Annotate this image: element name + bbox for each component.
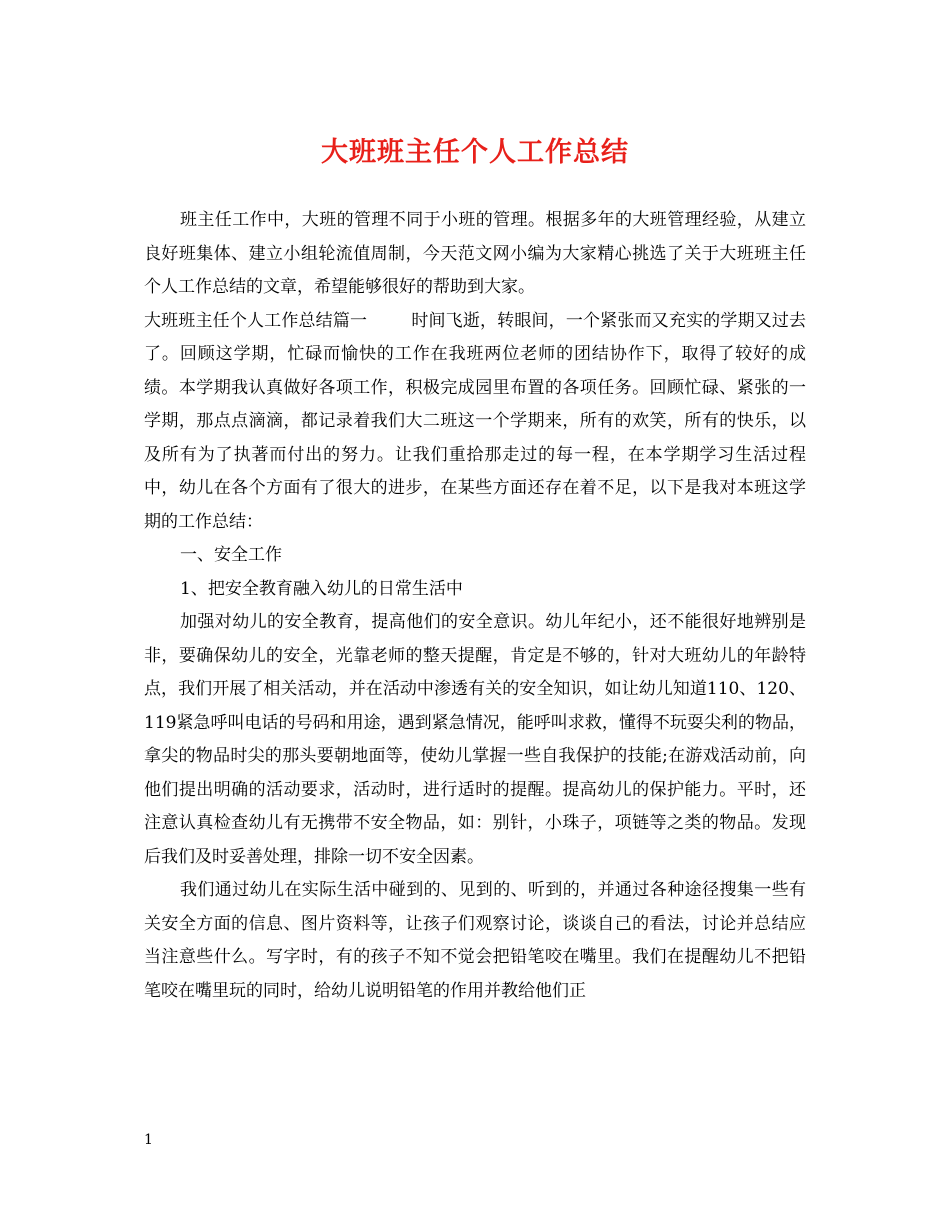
safety-paragraph-1: 加强对幼儿的安全教育，提高他们的安全意识。幼儿年纪小，还不能很好地辨别是非，要确保幼儿的安全，光靠老师的整天提醒，肯定是不够的，针对大班幼儿的年龄特点，我们开展了相关活动，并在活动中渗透有关的安全知识，如让幼儿知道110、120、119紧急呼叫电话的号码和用途，遇到紧急情况，能呼叫求救，懂得不玩耍尖利的物品，拿尖的物品时尖的那头要朝地面等，使幼儿掌握一些自我保护的技能;在游戏活动前，向他们提出明确的活动要求，活动时，进行适时的提醒。提高幼儿的保护能力。平时，还注意认真检查幼儿有无携带不安全物品，如：别针，小珠子，项链等之类的物品。发现后我们及时妥善处理，排除一切不安全因素。 xyxy=(144,612,806,867)
document-title: 大班班主任个人工作总结 xyxy=(321,137,629,168)
chapter-paragraph xyxy=(144,305,806,540)
document-body xyxy=(144,204,806,1008)
page-number: 1 xyxy=(144,1132,153,1148)
safety-paragraph-2: 我们通过幼儿在实际生活中碰到的、见到的、听到的，并通过各种途径搜集一些有关安全方面的信息、图片资料等，让孩子们观察讨论，谈谈自己的看法，讨论并总结应当注意些什么。写字时，有的孩子不知不觉会把铅笔咬在嘴里。我们在提醒幼儿不把铅笔咬在嘴里玩的同时，给幼儿说明铅笔的作用并教给他们正 xyxy=(144,880,806,1001)
chapter-text: 时间飞逝，转眼间，一个紧张而又充实的学期又过去了。回顾这学期，忙碌而愉快的工作在我班两位老师的团结协作下，取得了较好的成绩。本学期我认真做好各项工作，积极完成园里布置的各项任务。回顾忙碌、紧张的一学期，那点点滴滴，都记录着我们大二班这一个学期来，所有的欢笑，所有的快乐，以及所有为了执著而付出的努力。让我们重拾那走过的每一程，在本学期学习生活过程中，幼儿在各个方面有了很大的进步，在某些方面还存在着不足，以下是我对本班这学期的工作总结： xyxy=(144,310,807,532)
chapter-heading: 大班班主任个人工作总结篇一 xyxy=(144,310,368,331)
intro-paragraph: 班主任工作中，大班的管理不同于小班的管理。根据多年的大班管理经验，从建立良好班集体、建立小组轮流值周制，今天范文网小编为大家精心挑选了关于大班班主任个人工作总结的文章，希望能够很好的帮助到大家。 xyxy=(144,210,806,297)
section-heading: 一、安全工作 xyxy=(180,545,282,565)
subsection-heading: 1、把安全教育融入幼儿的日常生活中 xyxy=(180,578,463,599)
